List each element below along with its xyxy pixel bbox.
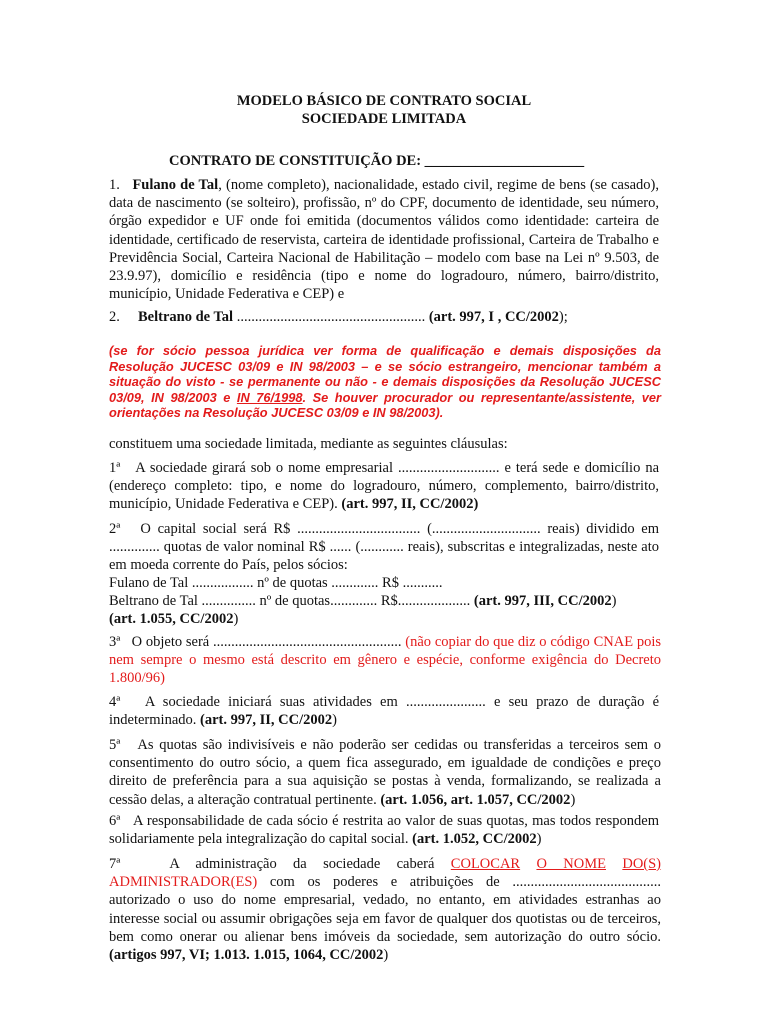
clause-7-text-a: A administração da sociedade caberá xyxy=(169,856,451,872)
partner-1-name: Fulano de Tal xyxy=(132,177,219,193)
item-number: 1. xyxy=(109,177,120,193)
clause-number: 1ª xyxy=(109,460,121,476)
document-title: MODELO BÁSICO DE CONTRATO SOCIAL xyxy=(236,93,532,109)
legal-reference: (artigos 997, VI; 1.013. 1.015, 1064, CC/2002 xyxy=(109,947,384,964)
document-subtitle: SOCIEDADE LIMITADA xyxy=(301,111,467,127)
clause-7-text-b: com os poderes e atribuições de ......................................... autorizado o uso do nome empresarial, vedado, no entanto, em atividades estranhas ao interesse social ou assumir obrigações seja em favor de qualquer dos quotistas ou de terceiros, bem como onerar ou alienar bens imóveis da sociedade, sem autorização do outro sócio. xyxy=(109,874,661,945)
legal-reference: (art. 997, II, CC/2002 xyxy=(200,712,333,729)
fill-dots: .................................................... xyxy=(233,309,429,325)
item-number: 2. xyxy=(109,309,120,325)
legal-reference: (art. 1.055, CC/2002 xyxy=(109,611,234,628)
clause-2 xyxy=(109,520,659,575)
note-text-a: (se for sócio pessoa jurídica ver forma de qualificação e demais disposições da Resolução JUCESC 03/09 e IN 98/2003 – e se sócio estrangeiro, mencionar também a situação do visto - se permanente ou não - e demais disposições da Resolução JUCESC 03/09, IN 98/2003 e xyxy=(109,343,661,405)
punctuation: ); xyxy=(558,309,568,325)
placeholder-space xyxy=(606,856,622,872)
clause-number: 2ª xyxy=(109,521,121,537)
paragraph-partner-2 xyxy=(109,308,659,326)
partner-2-name: Beltrano de Tal xyxy=(138,309,234,325)
punctuation: ) xyxy=(611,593,617,609)
clause-number: 4ª xyxy=(109,694,121,710)
cnae-warning: (não copiar do que diz o código CNAE pois nem sempre o mesmo está descrito em gênero e espécie, conforme exigência do Decreto 1.800/96) xyxy=(109,634,661,687)
placeholder-colocar: COLOCAR xyxy=(450,856,521,872)
partner-2-quotas: Beltrano de Tal ............... nº de quotas............. R$.................... xyxy=(109,593,474,609)
clause-6-text: A responsabilidade de cada sócio é restrita ao valor de suas quotas, mas todos respondem solidariamente pela integralização do capital social. xyxy=(109,813,659,848)
legal-reference: (art. 997, II, CC/2002) xyxy=(341,496,479,513)
clause-2-partner-1-line: Fulano de Tal ................. nº de quotas ............. R$ ........... xyxy=(109,575,443,591)
legal-reference: (art. 997, I , CC/2002 xyxy=(428,309,559,325)
contract-heading: CONTRATO DE CONSTITUIÇÃO DE: ______________________ xyxy=(169,153,585,169)
clause-5 xyxy=(109,736,661,809)
partner-1-text: , (nome completo), nacionalidade, estado civil, regime de bens (se casado), data de nascimento (se solteiro), profissão, nº do CPF, documento de identidade, seu número, órgão expedidor e UF onde foi emitida (documentos válidos como identidade: carteira de identidade, certificado de reservista, carteira de identidade profissional, Carteira de Trabalho e Previdência Social, Carteira Nacional de Habilitação – modelo com base na Lei nº 9.503, de 23.9.97), domicílio e residência (tipo e nome do logradouro, número, bairro/distrito, município, Unidade Federativa e CEP) e xyxy=(109,177,660,303)
legal-reference: (art. 997, III, CC/2002 xyxy=(473,593,612,609)
punctuation: ) xyxy=(570,791,576,808)
placeholder-dos: DO(S) xyxy=(622,856,662,872)
note-text-b: . Se houver procurador ou representante/assistente, ver orientações na Resolução JUCESC 03/09 e IN 98/2003). xyxy=(109,389,661,421)
placeholder-administradores: ADMINISTRADOR(ES) xyxy=(109,874,258,891)
clause-number: 3ª xyxy=(109,634,121,650)
clauses-intro: constituem uma sociedade limitada, mediante as seguintes cláusulas: xyxy=(109,436,508,452)
clause-1-text: A sociedade girará sob o nome empresarial ............................ e terá sede e domicílio na (endereço completo: tipo, e nome do logradouro, número, complemento, bairro/distrito, município, Unidade Federativa e CEP). xyxy=(109,460,659,513)
punctuation: ) xyxy=(233,611,239,628)
clause-2-text: O capital social será R$ .................................. (.............................. reais) dividido em .............. quotas de valor nominal R$ ...... (............ reais), subscritas e integralizadas, neste ato em moeda corrente do País, pelos sócios: xyxy=(109,521,660,574)
in-76-1998-link[interactable]: IN 76/1998 xyxy=(236,389,303,405)
clause-number: 7ª xyxy=(109,856,121,872)
clause-6 xyxy=(109,812,659,848)
legal-reference: (art. 1.056, art. 1.057, CC/2002 xyxy=(380,791,571,808)
punctuation: ) xyxy=(383,947,389,964)
clause-5-text: As quotas são indivisíveis e não poderão ser cedidas ou transferidas a terceiros sem o consentimento do outro sócio, a quem fica assegurado, em igualdade de condições e preço direito de preferência para a sua aquisição se postas à venda, formalizando, se realizada a cessão delas, a alteração contratual pertinente. xyxy=(109,737,662,808)
clause-4-text: A sociedade iniciará suas atividades em ...................... e seu prazo de duração é indeterminado. xyxy=(109,694,659,729)
placeholder-space xyxy=(520,856,536,872)
punctuation: ) xyxy=(536,831,542,848)
clause-1 xyxy=(109,459,659,514)
foreign-partner-note xyxy=(109,343,661,421)
punctuation: ) xyxy=(332,712,337,729)
clause-number: 6ª xyxy=(109,813,121,829)
clause-number: 5ª xyxy=(109,737,121,753)
legal-reference: (art. 1.052, CC/2002 xyxy=(412,831,537,848)
paragraph-partner-1 xyxy=(109,176,659,303)
clause-7 xyxy=(109,855,661,964)
clause-2-partner-2-line xyxy=(109,592,659,628)
placeholder-o-nome: O NOME xyxy=(536,856,606,872)
clause-4 xyxy=(109,693,659,729)
clause-3 xyxy=(109,633,661,688)
clause-3-text: O objeto será .................................................... xyxy=(131,634,406,650)
